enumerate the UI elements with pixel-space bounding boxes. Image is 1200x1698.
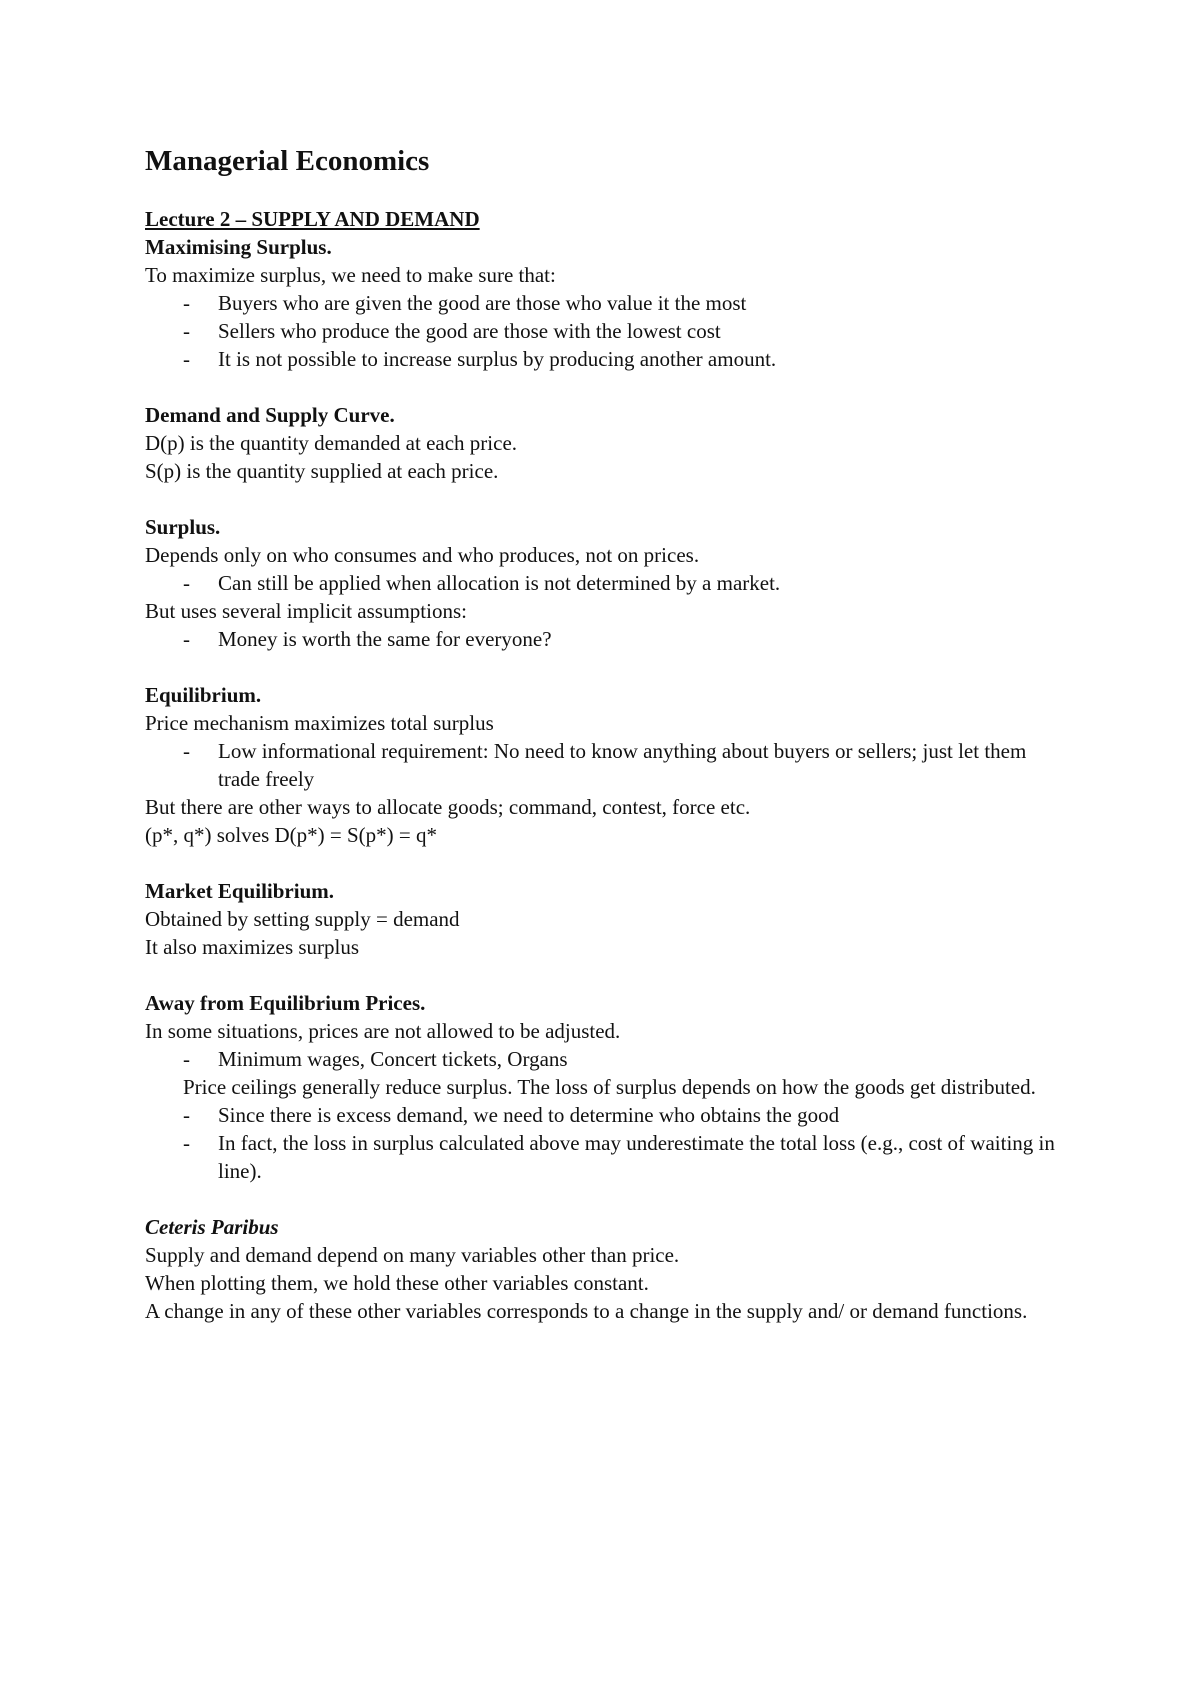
section-heading: Ceteris Paribus <box>145 1215 279 1239</box>
section-heading: Equilibrium. <box>145 683 262 707</box>
bullet-dash: - <box>183 347 190 371</box>
document-title: Managerial Economics <box>145 145 430 177</box>
lecture-heading: Lecture 2 – SUPPLY AND DEMAND <box>145 207 480 231</box>
paragraph: D(p) is the quantity demanded at each price. <box>145 431 518 455</box>
bullet-list <box>145 289 1065 373</box>
list-item <box>145 737 1065 793</box>
paragraph: To maximize surplus, we need to make sure that: <box>145 263 556 287</box>
bullet-list <box>145 625 1065 653</box>
list-item <box>145 569 1065 597</box>
list-item <box>145 1129 1065 1185</box>
section-heading: Away from Equilibrium Prices. <box>145 991 426 1015</box>
paragraph: In some situations, prices are not allowed to be adjusted. <box>145 1019 621 1043</box>
list-item-text: In fact, the loss in surplus calculated above may underestimate the total loss (e.g., cost of waiting in line). <box>218 1131 1055 1183</box>
list-item-text: Buyers who are given the good are those who value it the most <box>218 291 747 315</box>
list-item <box>145 625 1065 653</box>
bullet-dash: - <box>183 1103 190 1127</box>
section-equilibrium <box>145 681 1065 849</box>
paragraph: A change in any of these other variables corresponds to a change in the supply and/ or demand functions. <box>145 1299 1028 1323</box>
section-heading: Maximising Surplus. <box>145 235 332 259</box>
list-item-text: It is not possible to increase surplus by producing another amount. <box>218 347 777 371</box>
section-away-from-equilibrium <box>145 989 1065 1185</box>
bullet-dash: - <box>183 291 190 315</box>
paragraph: It also maximizes surplus <box>145 935 360 959</box>
section-maximising-surplus <box>145 233 1065 373</box>
bullet-dash: - <box>183 1047 190 1071</box>
bullet-dash: - <box>183 627 190 651</box>
list-item <box>145 1045 1065 1073</box>
list-item <box>145 317 1065 345</box>
paragraph: S(p) is the quantity supplied at each price. <box>145 459 499 483</box>
paragraph: When plotting them, we hold these other variables constant. <box>145 1271 649 1295</box>
bullet-list <box>145 737 1065 793</box>
list-item-text: Sellers who produce the good are those with the lowest cost <box>218 319 721 343</box>
list-item-text: Can still be applied when allocation is not determined by a market. <box>218 571 781 595</box>
bullet-list <box>145 1101 1065 1185</box>
list-item <box>145 345 1065 373</box>
paragraph: Supply and demand depend on many variables other than price. <box>145 1243 680 1267</box>
section-market-equilibrium <box>145 877 1065 961</box>
section-ceteris-paribus <box>145 1213 1065 1325</box>
list-item-text: Minimum wages, Concert tickets, Organs <box>218 1047 568 1071</box>
paragraph: But uses several implicit assumptions: <box>145 599 467 623</box>
indented-paragraph: Price ceilings generally reduce surplus. The loss of surplus depends on how the goods get distributed. <box>183 1075 1036 1099</box>
section-demand-supply-curve <box>145 401 1065 485</box>
paragraph: Obtained by setting supply = demand <box>145 907 460 931</box>
list-item-text: Money is worth the same for everyone? <box>218 627 552 651</box>
list-item <box>145 1101 1065 1129</box>
list-item-text: Low informational requirement: No need to know anything about buyers or sellers; just let them trade freely <box>218 739 1027 791</box>
bullet-list <box>145 569 1065 597</box>
bullet-dash: - <box>183 319 190 343</box>
bullet-dash: - <box>183 739 190 763</box>
section-heading: Surplus. <box>145 515 221 539</box>
section-surplus <box>145 513 1065 653</box>
list-item-text: Since there is excess demand, we need to determine who obtains the good <box>218 1103 840 1127</box>
paragraph: Depends only on who consumes and who produces, not on prices. <box>145 543 700 567</box>
bullet-dash: - <box>183 571 190 595</box>
document-body <box>145 143 1065 1353</box>
paragraph: Price mechanism maximizes total surplus <box>145 711 494 735</box>
section-heading: Market Equilibrium. <box>145 879 335 903</box>
bullet-list <box>145 1045 1065 1073</box>
section-heading: Demand and Supply Curve. <box>145 403 395 427</box>
list-item <box>145 289 1065 317</box>
bullet-dash: - <box>183 1131 190 1155</box>
paragraph: But there are other ways to allocate goods; command, contest, force etc. <box>145 795 751 819</box>
equation-line: (p*, q*) solves D(p*) = S(p*) = q* <box>145 823 437 847</box>
